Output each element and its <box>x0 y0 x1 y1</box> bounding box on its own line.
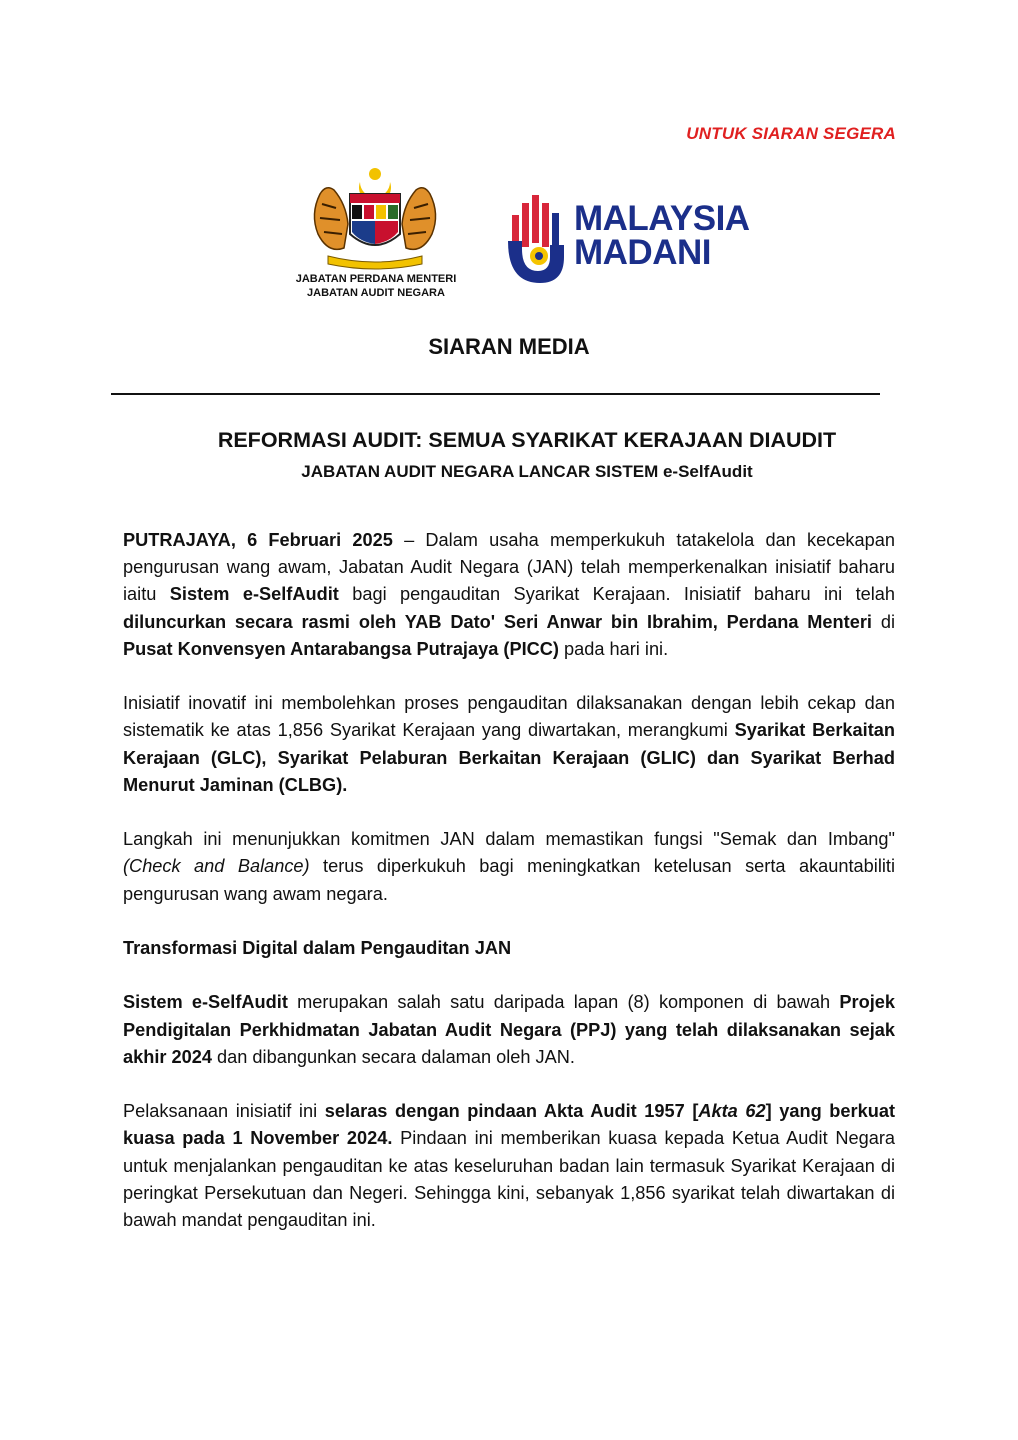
paragraph-1 <box>123 527 895 663</box>
bold-span: Sistem e-SelfAudit <box>123 992 288 1013</box>
bold-span: Pusat Konvensyen Antarabangsa Putrajaya (PICC) <box>123 638 559 659</box>
madani-line-2: MADANI <box>574 233 711 272</box>
bold-span: selaras dengan pindaan Akta Audit 1957 [ <box>324 1101 699 1122</box>
text-span: – Dalam usaha memperkukuh tatakelola dan kecekapan pengurusan wang awam, Jabatan Audit Negara (JAN) telah memperkenalkan inisiatif baharu iaitu <box>123 530 895 605</box>
malaysia-madani-logo-icon <box>506 193 566 285</box>
italic-span: (Check and Balance) <box>123 856 310 877</box>
text-span: dan dibangunkan secara dalaman oleh JAN. <box>211 1046 575 1067</box>
subheadline: JABATAN AUDIT NEGARA LANCAR SISTEM e-SelfAudit <box>301 462 753 481</box>
text-span: bagi pengauditan Syarikat Kerajaan. Inisiatif baharu ini telah <box>338 584 896 605</box>
headline: REFORMASI AUDIT: SEMUA SYARIKAT KERAJAAN DIAUDIT <box>217 428 837 452</box>
dateline: PUTRAJAYA, 6 Februari 2025 <box>123 530 393 550</box>
media-title: SIARAN MEDIA <box>428 334 590 359</box>
malaysia-coat-of-arms-icon <box>300 164 450 274</box>
bold-span: diluncurkan secara rasmi oleh YAB Dato' Seri Anwar bin Ibrahim, Perdana Menteri <box>123 611 872 632</box>
divider <box>111 393 880 395</box>
bold-span: Sistem e-SelfAudit <box>169 584 339 605</box>
paragraph-4 <box>123 989 895 1071</box>
section-heading: Transformasi Digital dalam Pengauditan JAN <box>123 938 512 958</box>
bold-span: ] yang berkuat kuasa pada 1 November 2024. <box>123 1101 895 1149</box>
madani-line-1: MALAYSIA <box>574 199 750 238</box>
paragraph-2 <box>123 690 895 799</box>
paragraph-5 <box>123 1098 895 1234</box>
text-span: terus diperkukuh bagi meningkatkan ketelusan serta akauntabiliti pengurusan wang awam negara. <box>123 856 896 904</box>
text-span: Pindaan ini memberikan kuasa kepada Ketua Audit Negara untuk menjalankan pengauditan ke atas keseluruhan badan lain termasuk Syarikat Kerajaan di peringkat Persekutuan dan Negeri. Sehingga kini, sebanyak 1,856 syarikat telah diwartakan di bawah mandat pengauditan ini. <box>123 1128 895 1230</box>
dept-line-2: JABATAN AUDIT NEGARA <box>307 287 445 299</box>
release-tag: UNTUK SIARAN SEGERA <box>686 124 896 143</box>
text-span: di <box>871 611 895 632</box>
article-body <box>123 527 895 1261</box>
madani-wordmark <box>574 199 750 272</box>
text-span: Langkah ini menunjukkan komitmen JAN dalam memastikan fungsi "Semak dan Imbang" <box>123 829 895 850</box>
dept-line-1: JABATAN PERDANA MENTERI <box>295 273 457 285</box>
text-span: Inisiatif inovatif ini membolehkan proses pengauditan dilaksanakan dengan lebih cekap dan sistematik ke atas 1,856 Syarikat Kerajaan yang diwartakan, merangkumi <box>123 693 895 741</box>
text-span: merupakan salah satu daripada lapan (8) komponen di bawah <box>287 992 840 1013</box>
bold-span: Syarikat Berkaitan Kerajaan (GLC), Syarikat Pelaburan Berkaitan Kerajaan (GLIC) dan Syarikat Berhad Menurut Jaminan (CLBG). <box>123 720 895 795</box>
text-span: pada hari ini. <box>558 638 669 659</box>
bold-italic-span: Akta 62 <box>698 1101 766 1122</box>
text-span: Pelaksanaan inisiatif ini <box>123 1101 325 1122</box>
paragraph-3 <box>123 826 895 908</box>
department-names <box>256 272 496 300</box>
bold-span: Projek Pendigitalan Perkhidmatan Jabatan Audit Negara (PPJ) yang telah dilaksanakan sejak akhir 2024 <box>123 992 895 1067</box>
